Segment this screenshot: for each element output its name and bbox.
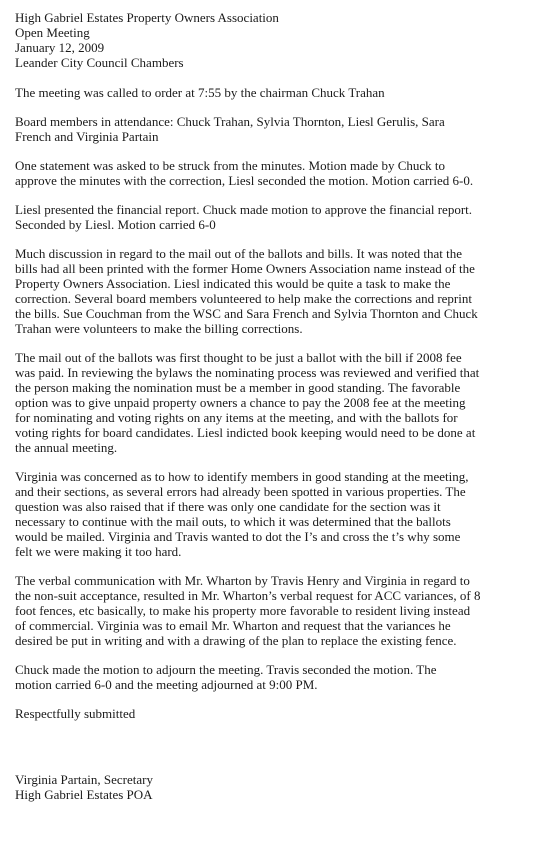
paragraph-line: of commercial. Virginia was to email Mr. Wharton and request that the variances he [15, 618, 451, 633]
paragraph-line: Much discussion in regard to the mail out of the ballots and bills. It was noted that the [15, 246, 462, 261]
paragraph-line: felt we were making it too hard. [15, 544, 182, 559]
financial-report-paragraph [15, 202, 530, 232]
paragraph-line: question was also raised that if there was only one candidate for the section was it [15, 499, 441, 514]
paragraph-line: Respectfully submitted [15, 706, 136, 721]
paragraph-line: Seconded by Liesl. Motion carried 6-0 [15, 217, 216, 232]
paragraph-line: option was to give unpaid property owners a chance to pay the 2008 fee at the meeting [15, 395, 466, 410]
spacer [15, 735, 530, 772]
spacer [15, 70, 530, 85]
mail-out-discussion-paragraph [15, 246, 530, 336]
paragraph-line: voting rights for board candidates. Liesl indicted book keeping would need to be done at [15, 425, 476, 440]
paragraph-line: Property Owners Association. Liesl indicated this would be quite a task to make the [15, 276, 451, 291]
paragraph-line: and their sections, as several errors had already been spotted in various properties. The [15, 484, 466, 499]
meeting-date: January 12, 2009 [15, 40, 105, 55]
paragraph-line: Liesl presented the financial report. Chuck made motion to approve the financial report. [15, 202, 473, 217]
call-to-order-paragraph [15, 85, 530, 100]
paragraph-line: necessary to continue with the mail outs, to which it was determined that the ballots [15, 514, 451, 529]
paragraph-line: the bills. Sue Couchman from the WSC and Sara French and Sylvia Thornton and Chuck [15, 306, 478, 321]
minutes-correction-paragraph [15, 158, 530, 188]
document-header [15, 10, 530, 70]
association-name: High Gabriel Estates Property Owners Association [15, 10, 279, 25]
closing-paragraph [15, 706, 530, 721]
paragraph-line: Virginia was concerned as to how to identify members in good standing at the meeting, [15, 469, 469, 484]
signature-block [15, 772, 530, 802]
organization-name: High Gabriel Estates POA [15, 787, 153, 802]
meeting-location: Leander City Council Chambers [15, 55, 184, 70]
secretary-name: Virginia Partain, Secretary [15, 772, 153, 787]
paragraph-line: motion carried 6-0 and the meeting adjourned at 9:00 PM. [15, 677, 318, 692]
paragraph-line: would be mailed. Virginia and Travis wanted to dot the I’s and cross the t’s why some [15, 529, 461, 544]
attendance-paragraph [15, 114, 530, 144]
member-standing-paragraph [15, 469, 530, 559]
adjournment-paragraph [15, 662, 530, 692]
paragraph-line: desired be put in writing and with a drawing of the plan to replace the existing fence. [15, 633, 457, 648]
paragraph-line: foot fences, etc basically, to make his property more favorable to resident living instead [15, 603, 471, 618]
paragraph-line: the person making the nomination must be a member in good standing. The favorable [15, 380, 461, 395]
paragraph-line: Board members in attendance: Chuck Trahan, Sylvia Thornton, Liesl Gerulis, Sara [15, 114, 445, 129]
paragraph-line: approve the minutes with the correction, Liesl seconded the motion. Motion carried 6-0. [15, 173, 474, 188]
ballots-paragraph [15, 350, 530, 455]
wharton-communication-paragraph [15, 573, 530, 648]
paragraph-line: The verbal communication with Mr. Wharton by Travis Henry and Virginia in regard to [15, 573, 470, 588]
meeting-type: Open Meeting [15, 25, 90, 40]
paragraph-line: correction. Several board members volunteered to help make the corrections and reprint [15, 291, 472, 306]
paragraph-line: Trahan were volunteers to make the billing corrections. [15, 321, 303, 336]
paragraph-line: The mail out of the ballots was first thought to be just a ballot with the bill if 2008 fee [15, 350, 462, 365]
paragraph-line: bills had all been printed with the former Home Owners Association name instead of the [15, 261, 475, 276]
paragraph-line: One statement was asked to be struck from the minutes. Motion made by Chuck to [15, 158, 445, 173]
paragraph-line: the non-suit acceptance, resulted in Mr. Wharton’s verbal request for ACC variances, of 8 [15, 588, 481, 603]
paragraph-line: the annual meeting. [15, 440, 118, 455]
paragraph-line: The meeting was called to order at 7:55 by the chairman Chuck Trahan [15, 85, 385, 100]
paragraph-line: French and Virginia Partain [15, 129, 159, 144]
paragraph-line: was paid. In reviewing the bylaws the nominating process was reviewed and verified that [15, 365, 480, 380]
meeting-minutes-document [15, 10, 530, 802]
paragraph-line: for nominating and voting rights on any items at the meeting, and with the ballots for [15, 410, 458, 425]
paragraph-line: Chuck made the motion to adjourn the meeting. Travis seconded the motion. The [15, 662, 437, 677]
